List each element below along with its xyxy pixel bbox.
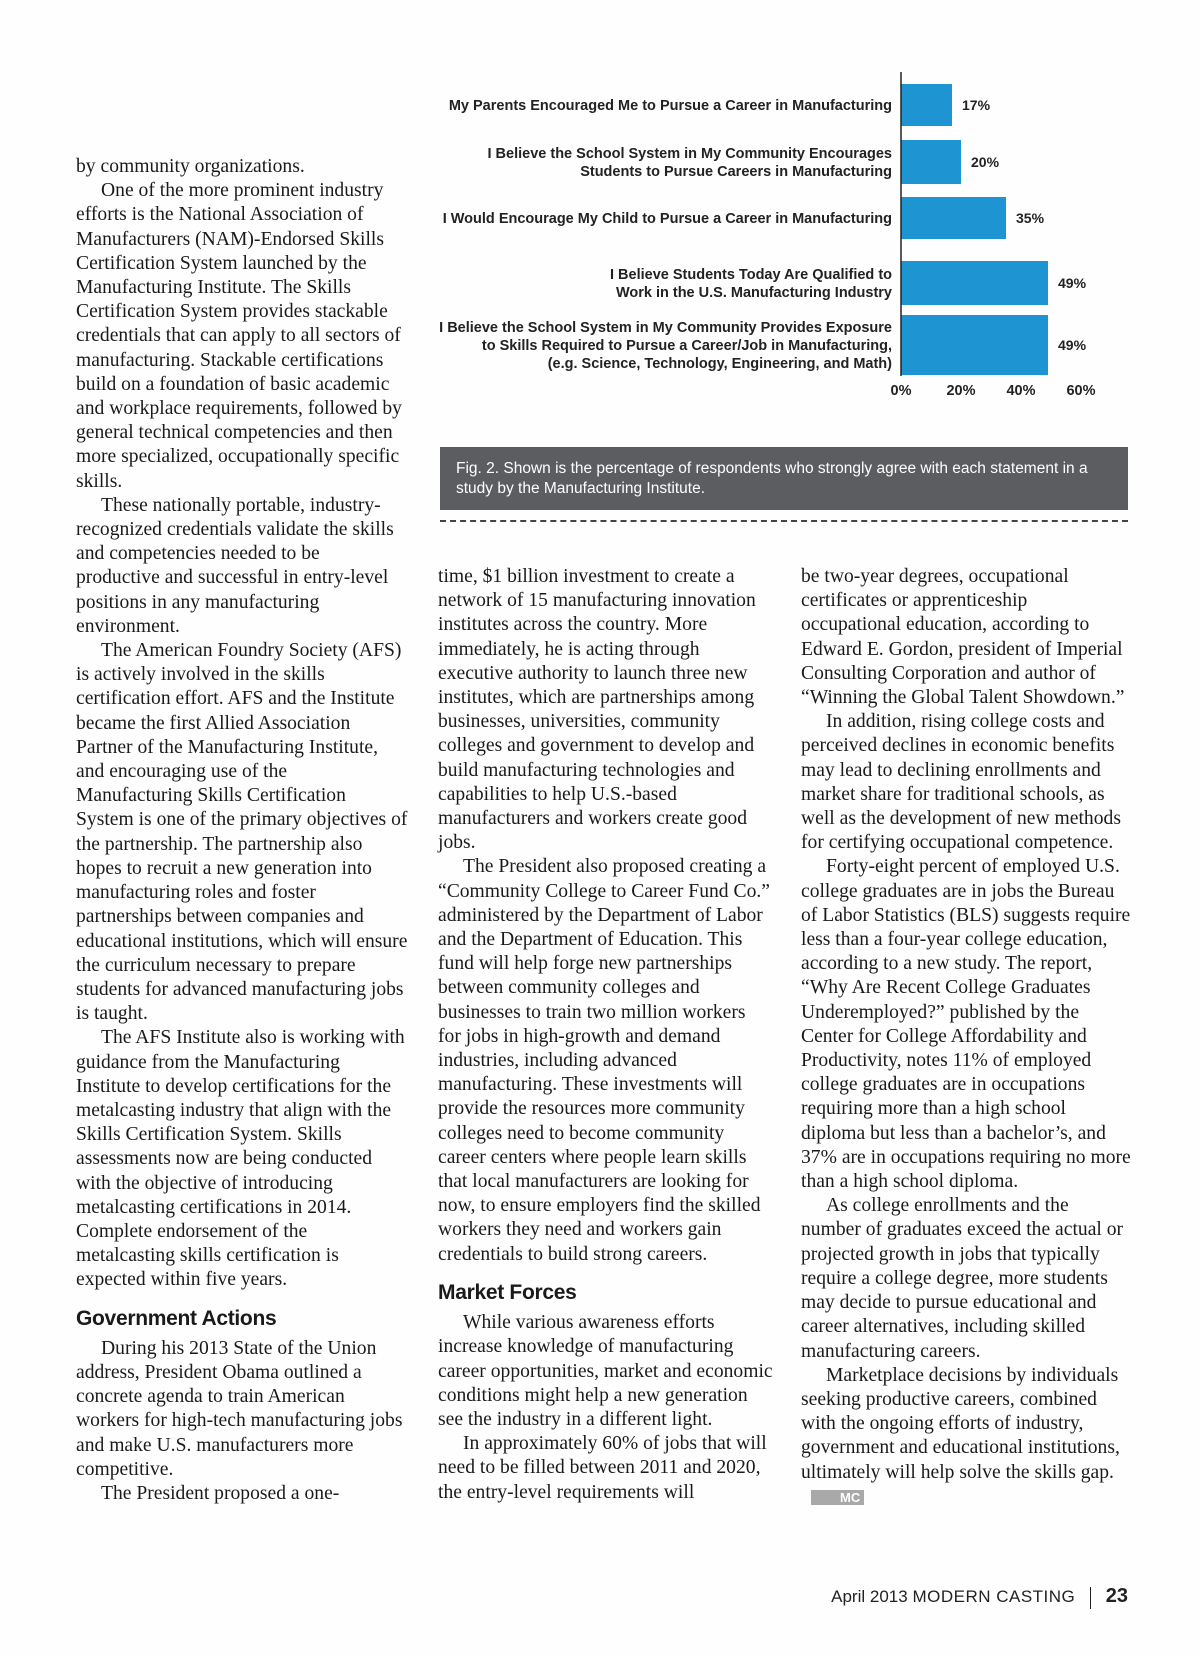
category-label: Work in the U.S. Manufacturing Industry bbox=[615, 285, 892, 301]
dashed-divider bbox=[440, 520, 1128, 522]
paragraph: While various awareness efforts increase knowledge of manufacturing career opportunities, market and economic conditions might help a new generation see the industry in a different light. bbox=[438, 1312, 773, 1430]
paragraph: Forty-eight percent of employed U.S. college graduates are in jobs the Bureau of Labor Statistics (BLS) suggests require less than a four-year college education, according to a new study. The report, “Why Are Recent College Graduates Underemployed?” published by the Center for College Affordability and Productivity, notes 11% of employed college graduates are in occupations requiring more than a high school diploma but less than a bachelor’s, and 37% are in occupations requiring no more than a high school diploma. bbox=[801, 856, 1131, 1193]
category-label: to Skills Required to Pursue a Career/Job in Manufacturing, bbox=[481, 338, 892, 354]
bar bbox=[901, 140, 961, 184]
section-heading-government-actions: Government Actions bbox=[76, 1306, 277, 1330]
footer-separator bbox=[1090, 1587, 1091, 1609]
survey-bar-chart bbox=[430, 70, 1120, 420]
paragraph: The President also proposed creating a “Community College to Career Fund Co.” administered by the Department of Labor and the Department of Education. This fund will help forge new partnerships between community colleges and businesses to train two million workers for jobs in high-growth and demand industries, including advanced manufacturing. These investments will provide the resources more community colleges need to become community career centers where people learn skills that local manufacturers are looking for now, to ensure employers find the skilled workers they need and workers gain credentials to build strong careers. bbox=[438, 856, 770, 1265]
bar-value-label: 35% bbox=[1016, 210, 1045, 226]
paragraph: As college enrollments and the number of graduates exceed the actual or projected growth in jobs that typically require a college degree, more students may decide to pursue educational and career alternatives, including skilled manufacturing careers. bbox=[801, 1195, 1124, 1362]
x-tick-label: 20% bbox=[946, 383, 976, 399]
paragraph: by community organizations. bbox=[76, 156, 305, 177]
paragraph: One of the more prominent industry efforts is the National Association of Manufacturers (NAM)-Endorsed Skills Certification System launched by the Manufacturing Institute. The Skills Certification System provides stackable credentials that can apply to all sectors of manufacturing. Stackable certifications build on a foundation of basic academic and workplace requirements, followed by general technical competencies and then more specialized, occupationally specific skills. bbox=[76, 180, 402, 492]
category-label: I Believe the School System in My Community Provides Exposure bbox=[439, 320, 892, 336]
figure-caption: Fig. 2. Shown is the percentage of respondents who strongly agree with each statement in a study by the Manufacturing Institute. bbox=[440, 447, 1128, 510]
bar bbox=[901, 261, 1048, 305]
paragraph: time, $1 billion investment to create a network of 15 manufacturing innovation institutes across the country. More immediately, he is acting through executive authority to launch three new institutes, which are partnerships among businesses, universities, community colleges and government to develop and build manufacturing technologies and capabilities to help U.S.-based manufacturers and workers create good jobs. bbox=[438, 566, 756, 854]
bar-value-label: 20% bbox=[971, 154, 1000, 170]
paragraph: In approximately 60% of jobs that will need to be filled between 2011 and 2020, the entry-level requirements will bbox=[438, 1433, 767, 1503]
category-label: I Would Encourage My Child to Pursue a Career in Manufacturing bbox=[442, 211, 892, 227]
paragraph: In addition, rising college costs and perceived declines in economic benefits may lead to declining enrollments and market share for traditional schools, as well as the development of new methods for certifying occupational competence. bbox=[801, 711, 1121, 854]
bar bbox=[901, 315, 1048, 375]
bar-value-label: 17% bbox=[962, 97, 991, 113]
category-label: I Believe Students Today Are Qualified to bbox=[610, 267, 892, 283]
category-label: Students to Pursue Careers in Manufacturing bbox=[580, 164, 892, 180]
category-label: (e.g. Science, Technology, Engineering, and Math) bbox=[547, 356, 892, 372]
paragraph: These nationally portable, industry-recognized credentials validate the skills and competencies needed to be productive and successful in entry-level positions in any manufacturing environment. bbox=[76, 494, 394, 637]
magazine-name: MODERN CASTING bbox=[912, 1587, 1076, 1606]
paragraph: During his 2013 State of the Union address, President Obama outlined a concrete agenda to train American workers for high-tech manufacturing jobs and make U.S. manufacturers more competitive. bbox=[76, 1337, 403, 1480]
article-column-1 bbox=[76, 155, 408, 1506]
x-tick-label: 40% bbox=[1006, 383, 1036, 399]
paragraph: The AFS Institute also is working with guidance from the Manufacturing Institute to develop certifications for the metalcasting industry that align with the Skills Certification System. Skills assessments now are being conducted with the objective of introducing metalcasting certifications in 2014. Complete endorsement of the metalcasting skills certification is expected within five years. bbox=[76, 1027, 405, 1291]
issue-date: April 2013 bbox=[831, 1587, 908, 1606]
x-tick-label: 0% bbox=[890, 383, 912, 399]
article-column-2 bbox=[438, 565, 773, 1505]
bar-value-label: 49% bbox=[1058, 337, 1087, 353]
bar-value-label: 49% bbox=[1058, 275, 1087, 291]
section-heading-market-forces: Market Forces bbox=[438, 1280, 577, 1304]
x-tick-label: 60% bbox=[1066, 383, 1096, 399]
page-footer bbox=[831, 1585, 1128, 1609]
bar bbox=[901, 84, 952, 126]
paragraph: The American Foundry Society (AFS) is actively involved in the skills certification effort. AFS and the Institute became the first Allied Association Partner of the Manufacturing Institute, and encouraging use of the Manufacturing Skills Certification System is one of the primary objectives of the partnership. The partnership also hopes to recruit a new generation into manufacturing roles and foster partnerships between companies and educational institutions, which will ensure the curriculum necessary to prepare students for advanced manufacturing jobs is taught. bbox=[76, 640, 408, 1025]
end-mark-badge: MC bbox=[811, 1490, 864, 1505]
paragraph bbox=[801, 1364, 1131, 1509]
bar bbox=[901, 197, 1006, 239]
article-column-3 bbox=[801, 565, 1131, 1509]
paragraph-text: Marketplace decisions by individuals seeking productive careers, combined with the ongoing efforts of industry, government and educational institutions, ultimately will help solve the skills gap. bbox=[801, 1364, 1120, 1483]
paragraph: The President proposed a one- bbox=[101, 1482, 340, 1504]
paragraph: be two-year degrees, occupational certificates or apprenticeship occupational education, according to Edward E. Gordon, president of Imperial Consulting Corporation and author of “Winning the Global Talent Showdown.” bbox=[801, 566, 1125, 709]
page-number: 23 bbox=[1105, 1585, 1128, 1607]
category-label: My Parents Encouraged Me to Pursue a Career in Manufacturing bbox=[448, 98, 892, 114]
category-label: I Believe the School System in My Community Encourages bbox=[487, 146, 892, 162]
